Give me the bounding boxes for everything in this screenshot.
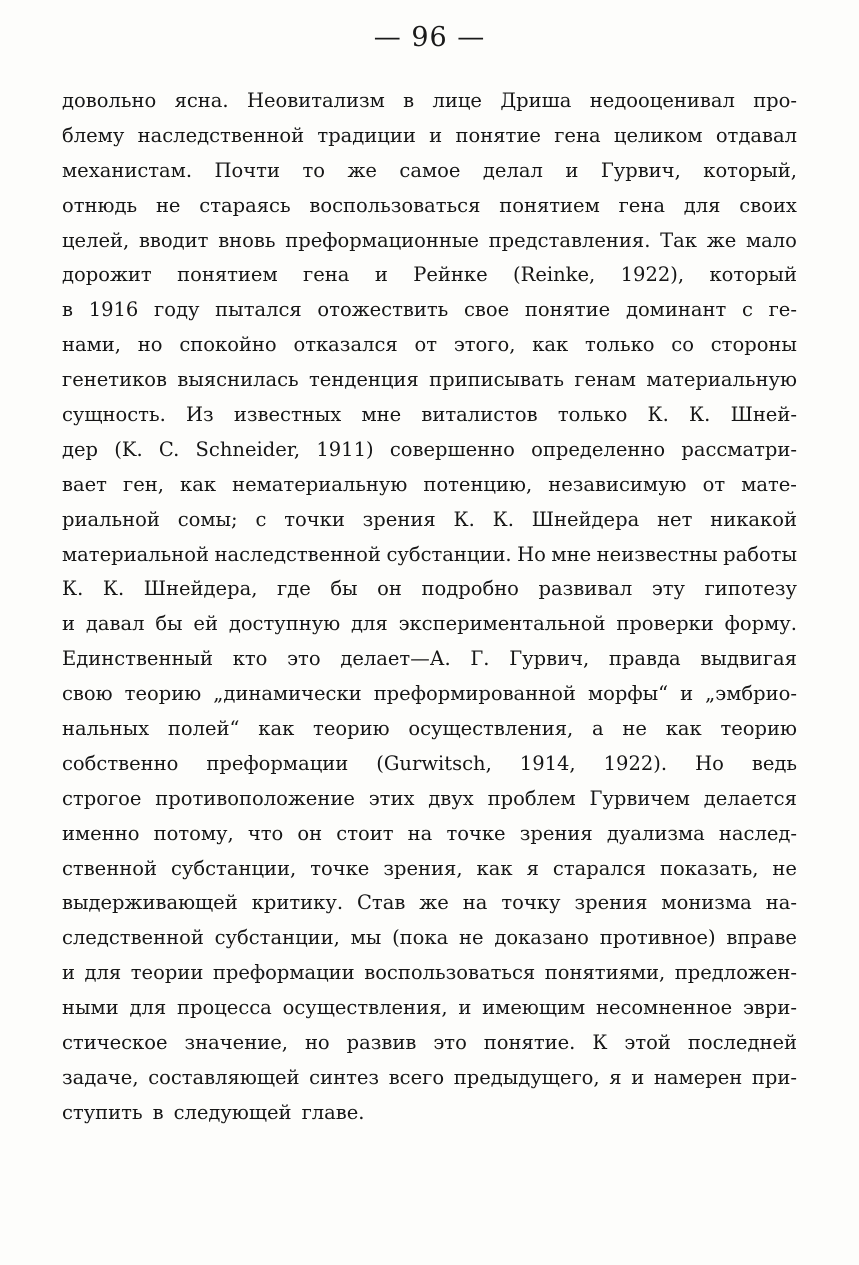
word: правда xyxy=(608,647,681,671)
word: недооценивал xyxy=(589,89,735,112)
word: генетиков xyxy=(62,368,167,392)
word: вает xyxy=(62,472,107,496)
word: нальных xyxy=(62,717,150,741)
word: же xyxy=(706,228,737,252)
word: монизма xyxy=(661,891,752,915)
word: экспериментальной xyxy=(398,612,606,636)
word: но xyxy=(304,1031,330,1055)
word: гена xyxy=(554,123,601,147)
word: сущность. xyxy=(62,403,166,427)
word: виталистов xyxy=(421,403,538,427)
word: как xyxy=(258,717,295,741)
word: теорию xyxy=(720,717,797,741)
word: известных xyxy=(233,403,342,427)
word: преформированной xyxy=(373,682,576,706)
word: Неовитализм xyxy=(246,89,385,112)
word: отдавал xyxy=(715,123,797,147)
word: собственно xyxy=(62,751,179,775)
word: выдерживающей xyxy=(62,891,238,915)
word: развивал xyxy=(538,577,633,601)
text-line xyxy=(62,398,797,433)
word: двух xyxy=(428,786,474,810)
word: К xyxy=(592,1031,608,1055)
word: нет xyxy=(657,507,693,531)
word: стараясь xyxy=(199,193,291,217)
word: в xyxy=(152,1100,164,1124)
word: свое xyxy=(463,298,510,322)
word: Дриша xyxy=(500,89,572,112)
text-line xyxy=(62,433,797,468)
word: с xyxy=(741,298,753,322)
text-line xyxy=(62,538,797,573)
word: и xyxy=(680,682,694,706)
text-line xyxy=(62,782,797,817)
word: делается xyxy=(703,786,797,810)
word: точке xyxy=(310,856,370,880)
word: преформации xyxy=(206,751,349,775)
word: ген, xyxy=(123,472,164,496)
word: как xyxy=(532,333,569,357)
word: подробно xyxy=(421,577,519,601)
word: бы xyxy=(155,612,183,636)
word: никакой xyxy=(710,507,797,531)
word: последней xyxy=(687,1031,797,1055)
word: предыдущего, xyxy=(453,1065,600,1089)
word: понятием xyxy=(499,193,600,217)
word: не xyxy=(459,926,484,950)
word: как xyxy=(476,856,513,880)
word: спокойно xyxy=(179,333,277,357)
word: лице xyxy=(432,89,482,112)
word: неизвестны xyxy=(596,542,718,566)
word: он xyxy=(297,821,323,845)
word: преформационные xyxy=(285,228,479,252)
text-line xyxy=(62,119,797,154)
word: несомненное xyxy=(595,996,733,1020)
text-line xyxy=(62,328,797,363)
text-line xyxy=(62,84,797,119)
word: Став xyxy=(357,891,406,915)
word: делает—А. xyxy=(340,647,451,671)
word: не xyxy=(772,856,797,880)
word: определенно xyxy=(531,437,666,461)
word: именно xyxy=(62,821,140,845)
word: и xyxy=(429,123,443,147)
word: Schneider, xyxy=(195,437,301,461)
word: традиции xyxy=(317,123,416,147)
word: и xyxy=(631,1065,645,1089)
word: воспользоваться xyxy=(364,961,536,985)
word: полей“ xyxy=(167,717,240,741)
word: рассматри- xyxy=(681,437,797,461)
word: от xyxy=(414,333,438,357)
word: я xyxy=(526,856,539,880)
text-line xyxy=(62,224,797,259)
word: ступить xyxy=(62,1100,143,1124)
word: целиком xyxy=(613,123,703,147)
word: для xyxy=(351,612,388,636)
word: Гурвич, xyxy=(509,647,590,671)
word: ясна. xyxy=(174,89,229,112)
word: Шней- xyxy=(730,403,797,427)
word: свою xyxy=(62,682,113,706)
text-line xyxy=(62,1061,797,1096)
word: осуществления, xyxy=(408,717,574,741)
word: и xyxy=(62,961,75,985)
word: мы xyxy=(350,926,382,950)
word: 1914, xyxy=(519,751,576,775)
word: выдвигая xyxy=(700,647,797,671)
word: с xyxy=(255,507,267,531)
word: выяснилась xyxy=(177,368,299,392)
word: вводит xyxy=(138,228,209,252)
word: эту xyxy=(651,577,685,601)
word: всего xyxy=(388,1065,445,1089)
word: дуализма xyxy=(606,821,705,845)
word: понятиями, xyxy=(544,961,666,985)
word: К. xyxy=(492,507,514,531)
text-line xyxy=(62,468,797,503)
word: Гурвич, xyxy=(600,158,681,182)
word: потенцию, xyxy=(423,472,533,496)
word: нами, xyxy=(62,333,121,357)
word: совершенно xyxy=(389,437,515,461)
word: и xyxy=(458,996,472,1020)
word: К. xyxy=(647,403,669,427)
word: для xyxy=(683,193,721,217)
word: показать, xyxy=(659,856,759,880)
word: довольно xyxy=(62,89,157,112)
word: где xyxy=(276,577,311,601)
word: ведь xyxy=(751,751,797,775)
word: синтез xyxy=(309,1065,380,1089)
word: Но xyxy=(695,751,724,775)
word: старался xyxy=(552,856,646,880)
word: зрения, xyxy=(383,856,463,880)
word: давал xyxy=(85,612,145,636)
word: воспользоваться xyxy=(309,193,481,217)
word: блему xyxy=(62,123,125,147)
word: как xyxy=(180,472,217,496)
word: а xyxy=(592,717,604,741)
word: 1922), xyxy=(620,263,685,287)
word: риальной xyxy=(62,507,160,531)
word: целей, xyxy=(62,228,130,252)
text-line xyxy=(62,607,797,642)
word: Так xyxy=(660,228,697,252)
word: со xyxy=(671,333,694,357)
word: на- xyxy=(765,891,797,915)
word: эври- xyxy=(742,996,797,1020)
word: понятием xyxy=(177,263,278,287)
word: это xyxy=(433,1031,467,1055)
word: дер xyxy=(62,437,99,461)
word: но xyxy=(137,333,163,357)
word: работы xyxy=(723,542,797,566)
word: отнюдь xyxy=(62,193,138,217)
text-line xyxy=(62,258,797,293)
word: Единственный xyxy=(62,647,213,671)
word: который xyxy=(709,263,797,287)
word: теорию xyxy=(313,717,390,741)
word: зрения xyxy=(362,507,436,531)
word: ге- xyxy=(768,298,797,322)
word: строгое xyxy=(62,786,142,810)
word: противоположение xyxy=(155,786,355,810)
word: К. xyxy=(689,403,711,427)
word: субстанции, xyxy=(170,856,297,880)
word: нематериальную xyxy=(232,472,408,496)
word: на xyxy=(407,821,433,845)
word: процесса xyxy=(177,996,272,1020)
word: генам xyxy=(574,368,636,392)
word: только xyxy=(557,403,628,427)
word: своих xyxy=(739,193,797,217)
word: независимую xyxy=(548,472,687,496)
word: намерен xyxy=(653,1065,743,1089)
text-line xyxy=(62,293,797,328)
word: (пока xyxy=(392,926,449,950)
word: критику. xyxy=(251,891,344,915)
word: наслед- xyxy=(718,821,797,845)
page-number: — 96 — xyxy=(373,22,486,53)
word: (Gurwitsch, xyxy=(376,751,492,775)
word: и xyxy=(565,158,579,182)
word: отожествить xyxy=(317,298,449,322)
word: субстанции, xyxy=(214,926,340,950)
word: осуществления, xyxy=(282,996,448,1020)
word: году xyxy=(154,298,200,322)
word: бы xyxy=(330,577,358,601)
word: про- xyxy=(753,89,797,112)
word: вновь xyxy=(218,228,276,252)
word: К. xyxy=(102,577,125,601)
word: не xyxy=(155,193,181,217)
word: точке xyxy=(446,821,506,845)
word: морфы“ xyxy=(587,682,669,706)
word: пытался xyxy=(215,298,302,322)
word: гипотезу xyxy=(704,577,797,601)
word: он xyxy=(377,577,402,601)
word: от xyxy=(702,472,726,496)
text-line xyxy=(62,991,797,1026)
text-line xyxy=(62,886,797,921)
word: ей xyxy=(193,612,218,636)
word: главе. xyxy=(301,1100,365,1124)
word: отказался xyxy=(293,333,398,357)
word: что xyxy=(247,821,284,845)
word: доступную xyxy=(228,612,341,636)
word: доказано xyxy=(494,926,589,950)
text-line xyxy=(62,747,797,782)
word: зрения xyxy=(574,891,648,915)
word: проверки xyxy=(616,612,714,636)
word: представления. xyxy=(488,228,651,252)
word: следующей xyxy=(173,1100,292,1124)
word: зрения xyxy=(519,821,593,845)
word: на xyxy=(462,891,488,915)
word: этого, xyxy=(453,333,516,357)
text-line xyxy=(62,956,797,991)
word: кто xyxy=(232,647,268,671)
word: проблем xyxy=(487,786,576,810)
word: стическое xyxy=(62,1031,168,1055)
word: точку xyxy=(501,891,561,915)
word: противное) xyxy=(599,926,716,950)
word: составляющей xyxy=(148,1065,300,1089)
word: значение, xyxy=(184,1031,288,1055)
word: наследственной xyxy=(214,542,381,566)
word: этой xyxy=(624,1031,671,1055)
word: как xyxy=(665,717,702,741)
word: же xyxy=(347,158,377,182)
word: теорию xyxy=(124,682,202,706)
word: я xyxy=(609,1065,622,1089)
word: „эмбрио- xyxy=(705,682,797,706)
word: потому, xyxy=(153,821,234,845)
word: сомы; xyxy=(177,507,238,531)
word: преформации xyxy=(212,961,355,985)
word: точки xyxy=(284,507,345,531)
text-line xyxy=(62,1096,797,1131)
word: только xyxy=(585,333,655,357)
word: то xyxy=(302,158,325,182)
text-line xyxy=(62,852,797,887)
word: стороны xyxy=(710,333,797,357)
word: не xyxy=(622,717,647,741)
word: этих xyxy=(368,786,415,810)
word: 1911) xyxy=(316,437,374,461)
word: понятие. xyxy=(483,1031,576,1055)
word: Шнейдера, xyxy=(143,577,258,601)
text-line xyxy=(62,1026,797,1061)
word: мне xyxy=(551,542,592,566)
word: К. xyxy=(62,577,84,601)
word: мне xyxy=(361,403,402,427)
word: тенденция xyxy=(309,368,419,392)
word: это xyxy=(287,647,321,671)
word: который, xyxy=(703,158,797,182)
word: Рейнке xyxy=(413,263,488,287)
word: в xyxy=(62,298,73,322)
word: материальной xyxy=(62,542,209,566)
word: стоит xyxy=(336,821,394,845)
text-line xyxy=(62,572,797,607)
word: Шнейдера xyxy=(531,507,640,531)
word: Из xyxy=(186,403,214,427)
text-line xyxy=(62,154,797,189)
word: делал xyxy=(482,158,543,182)
word: „динамически xyxy=(213,682,362,706)
text-line xyxy=(62,817,797,852)
word: Г. xyxy=(470,647,490,671)
word: для xyxy=(129,996,167,1020)
word: Гурвичем xyxy=(589,786,690,810)
page-text xyxy=(62,84,797,1131)
word: К. xyxy=(453,507,475,531)
text-line xyxy=(62,189,797,224)
word: имеющим xyxy=(482,996,586,1020)
word: же xyxy=(419,891,449,915)
text-line xyxy=(62,677,797,712)
word: C. xyxy=(158,437,180,461)
word: мало xyxy=(745,228,797,252)
word: субстанции. xyxy=(386,542,512,566)
word: (Reinke, xyxy=(513,263,596,287)
word: Почти xyxy=(214,158,280,182)
word: дорожит xyxy=(62,263,152,287)
word: ными xyxy=(62,996,119,1020)
word: Но xyxy=(517,542,546,566)
word: гена xyxy=(618,193,665,217)
word: доминант xyxy=(625,298,727,322)
word: ственной xyxy=(62,856,157,880)
word: 1922). xyxy=(603,751,668,775)
word: вправе xyxy=(726,926,797,950)
text-line xyxy=(62,503,797,538)
word: (K. xyxy=(114,437,143,461)
word: понятие xyxy=(455,123,541,147)
text-line xyxy=(62,642,797,677)
word: для xyxy=(84,961,122,985)
word: механистам. xyxy=(62,158,193,182)
word: понятие xyxy=(524,298,611,322)
word: в xyxy=(403,89,415,112)
word: мате- xyxy=(741,472,797,496)
word: форму. xyxy=(724,612,797,636)
word: при- xyxy=(751,1065,797,1089)
word: наследственной xyxy=(137,123,305,147)
word: теории xyxy=(130,961,204,985)
word: гена xyxy=(303,263,350,287)
word: самое xyxy=(399,158,461,182)
word: 1916 xyxy=(88,298,139,322)
word: приписывать xyxy=(429,368,565,392)
text-line xyxy=(62,363,797,398)
word: и xyxy=(62,612,75,636)
word: развив xyxy=(346,1031,417,1055)
word: и xyxy=(374,263,388,287)
word: следственной xyxy=(62,926,204,950)
text-line xyxy=(62,712,797,747)
word: предложен- xyxy=(674,961,797,985)
text-line xyxy=(62,921,797,956)
word: задаче, xyxy=(62,1065,139,1089)
word: материальную xyxy=(646,368,797,392)
